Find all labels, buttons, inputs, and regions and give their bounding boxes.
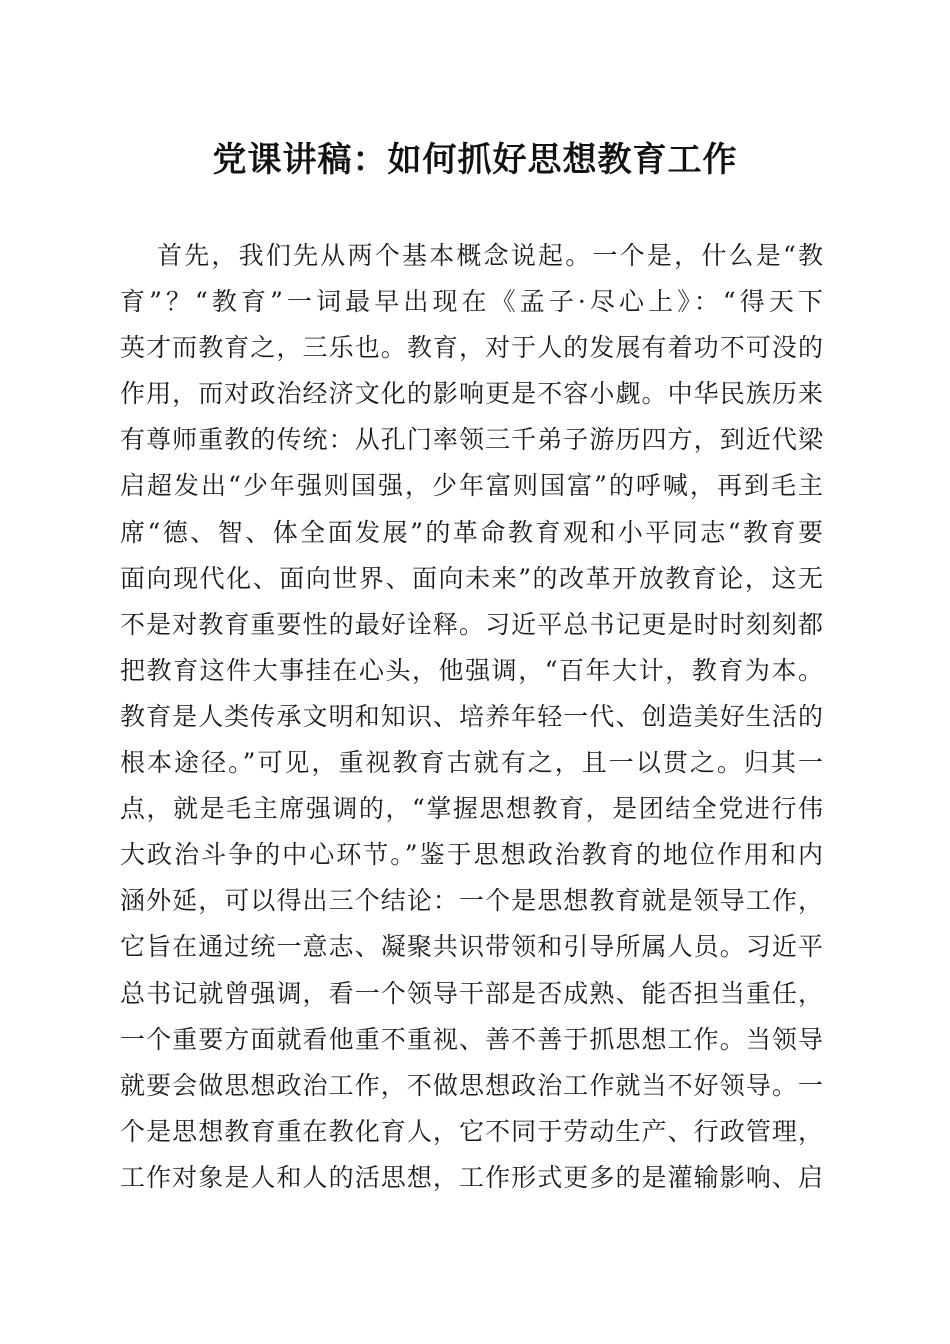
text-line: 不是对教育重要性的最好诠释。习近平总书记更是时时刻刻都 (120, 609, 823, 639)
text-line: 大政治斗争的中心环节。”鉴于思想政治教育的地位作用和内 (120, 840, 823, 870)
text-line: 作用，而对政治经济文化的影响更是不容小觑。中华民族历来 (120, 379, 823, 409)
text-line: 启超发出“少年强则国强，少年富则国富”的呼喊，再到毛主 (120, 471, 823, 501)
text-line: 把教育这件大事挂在心头，他强调，“百年大计，教育为本。 (120, 655, 823, 685)
text-line: 工作对象是人和人的活思想，工作形式更多的是灌输影响、启 (120, 1162, 823, 1192)
text-line: 面向现代化、面向世界、面向未来”的改革开放教育论，这无 (120, 563, 823, 593)
text-line: 它旨在通过统一意志、凝聚共识带领和引导所属人员。习近平 (120, 932, 823, 962)
text-line: 点，就是毛主席强调的，“掌握思想教育，是团结全党进行伟 (120, 794, 823, 824)
text-line: 根本途径。”可见，重视教育古就有之，且一以贯之。归其一 (120, 748, 823, 778)
document-title: 党课讲稿：如何抓好思想教育工作 (212, 140, 738, 180)
text-line: 席“德、智、体全面发展”的革命教育观和小平同志“教育要 (120, 517, 823, 547)
text-line: 英才而教育之，三乐也。教育，对于人的发展有着功不可没的 (120, 333, 823, 363)
text-line: 首先，我们先从两个基本概念说起。一个是，什么是“教 (157, 241, 823, 270)
body-paragraph (120, 233, 823, 1201)
text-line: 教育是人类传承文明和知识、培养年轻一代、创造美好生活的 (120, 701, 823, 731)
text-line: 总书记就曾强调，看一个领导干部是否成熟、能否担当重任， (120, 978, 823, 1008)
text-line: 涵外延，可以得出三个结论：一个是思想教育就是领导工作， (120, 886, 823, 916)
text-line: 育”？“教育”一词最早出现在《孟子·尽心上》：“得天下 (120, 287, 823, 317)
text-line: 个是思想教育重在教化育人，它不同于劳动生产、行政管理， (120, 1116, 823, 1146)
text-line: 就要会做思想政治工作，不做思想政治工作就当不好领导。一 (120, 1070, 823, 1100)
text-line: 一个重要方面就看他重不重视、善不善于抓思想工作。当领导 (120, 1024, 823, 1054)
text-line: 有尊师重教的传统：从孔门率领三千弟子游历四方，到近代梁 (120, 425, 823, 455)
